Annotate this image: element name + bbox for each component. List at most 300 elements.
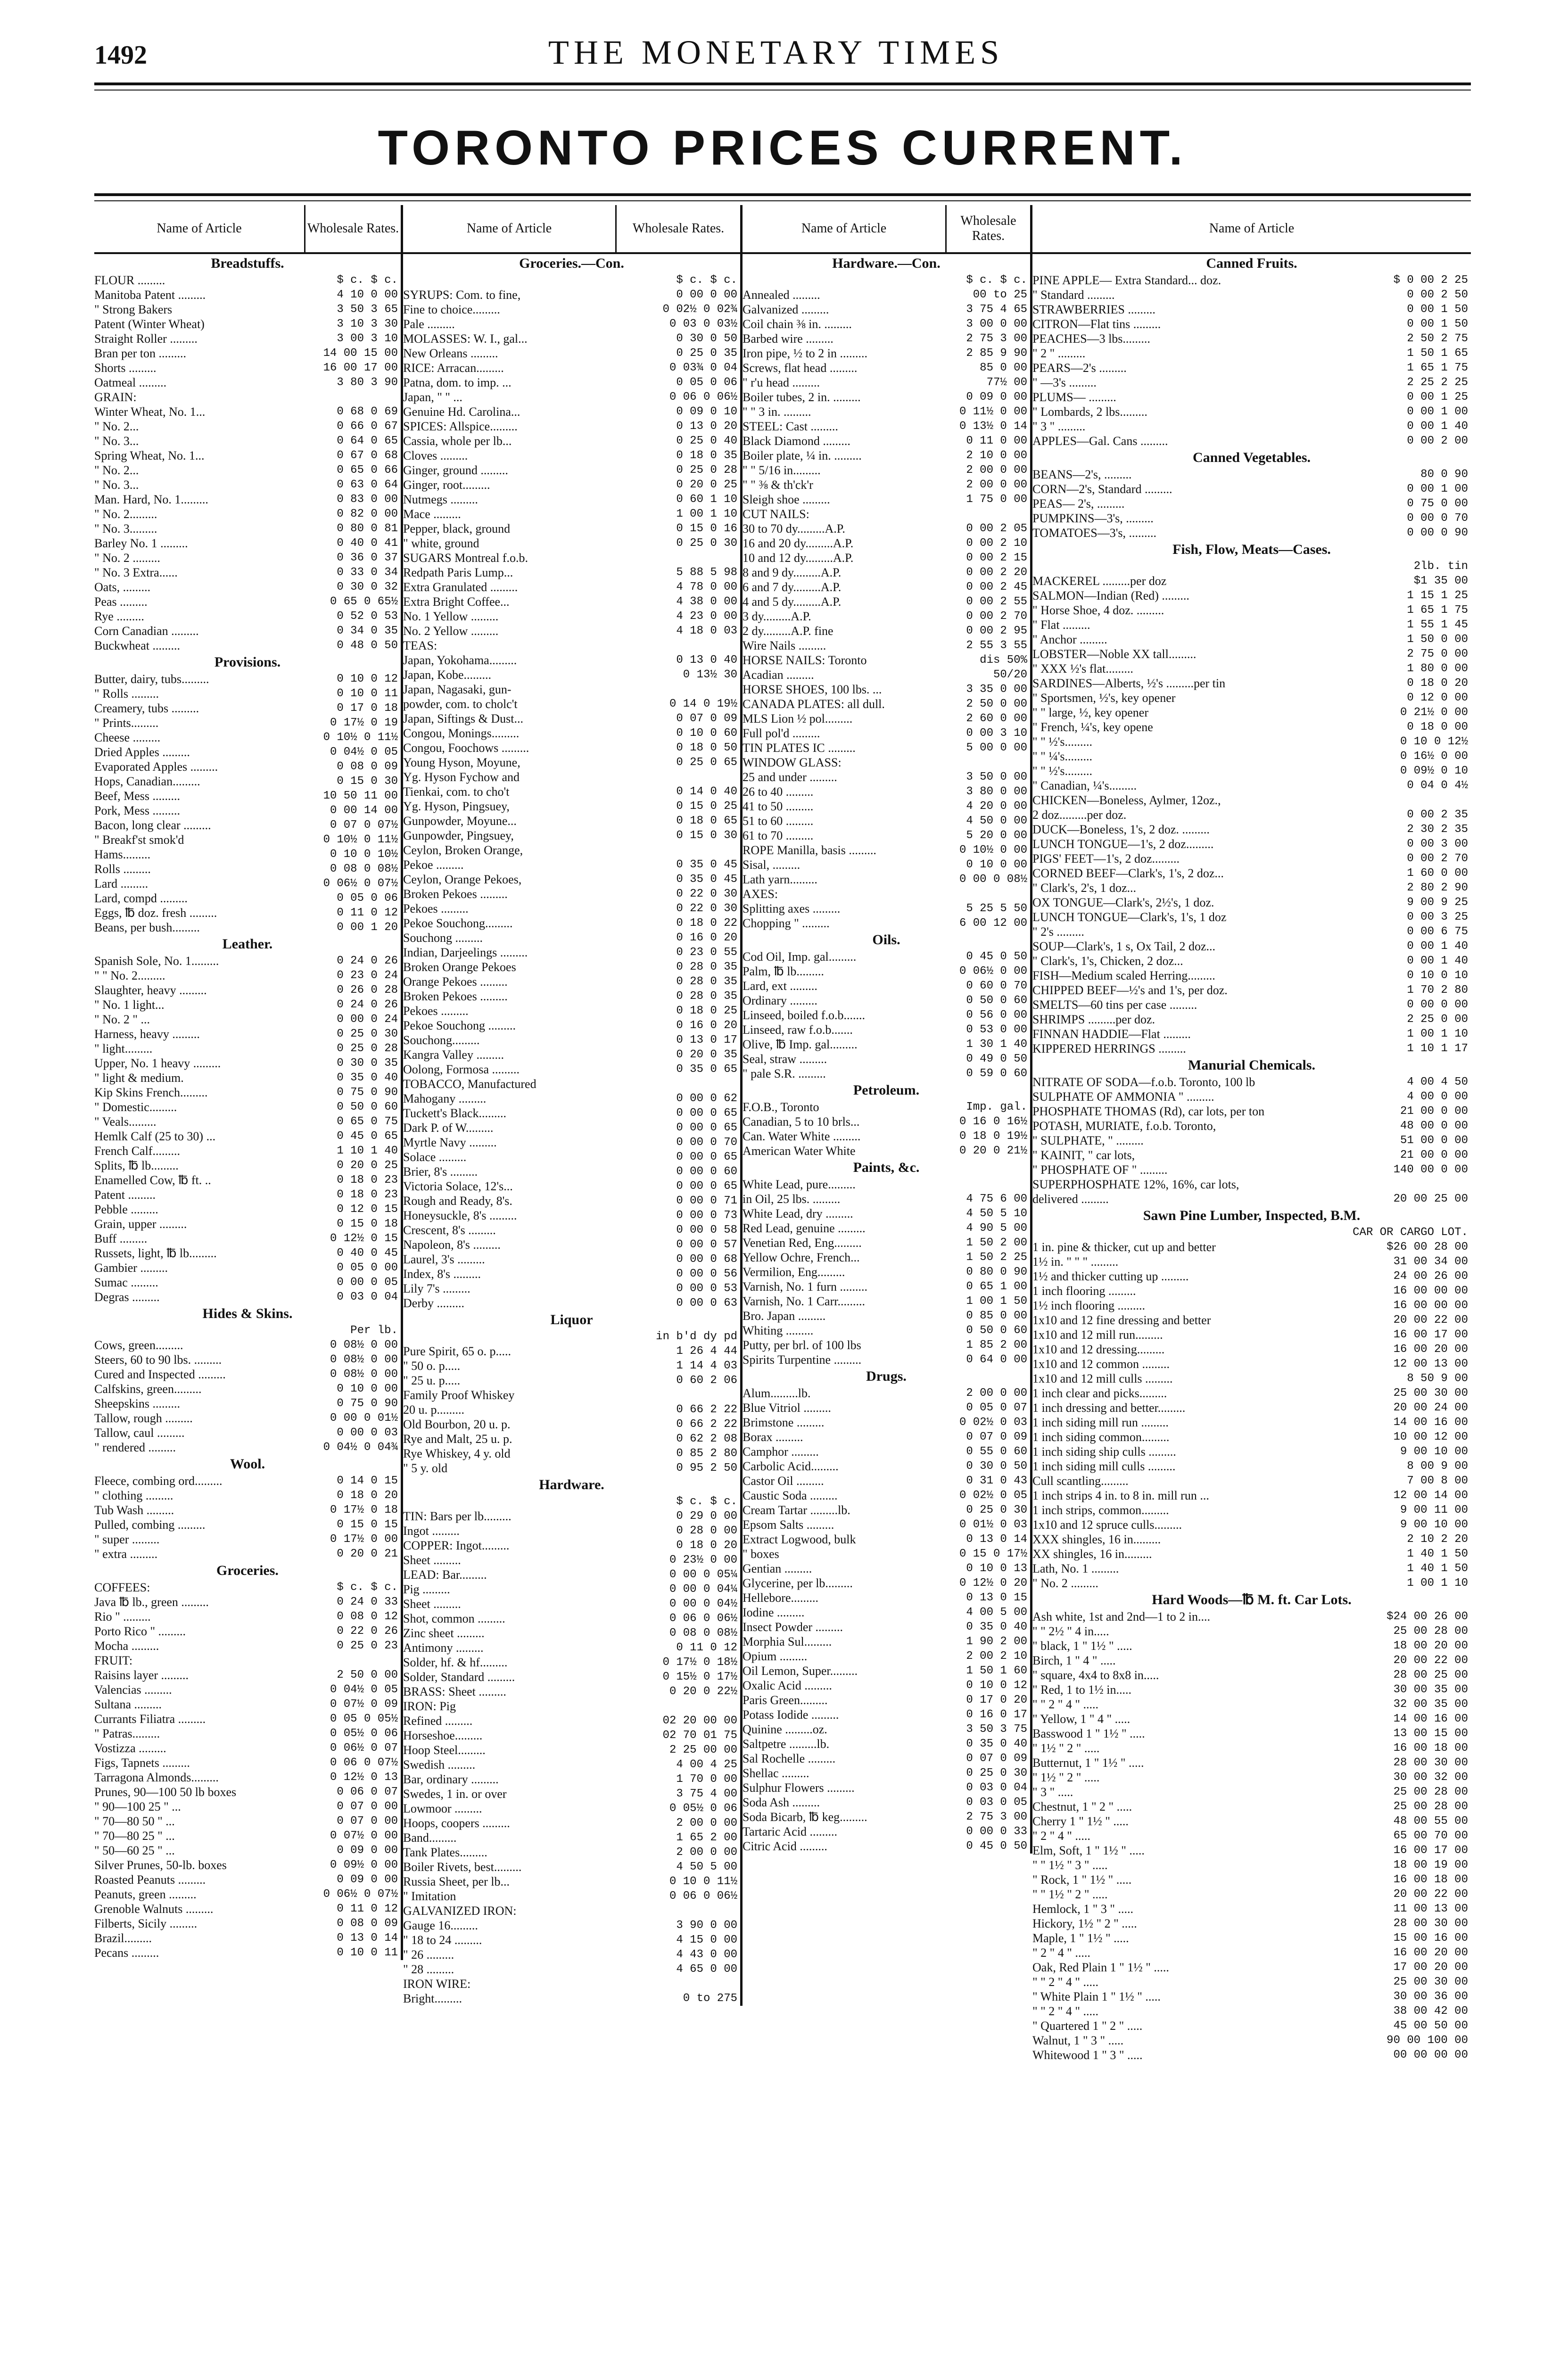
wholesale-rate: 0 17½ 0 00 [330, 1533, 398, 1546]
wholesale-rate: 0 34 0 35 [337, 625, 398, 637]
price-row [743, 1766, 1030, 1780]
article-name: Currants Filiatra ......... [94, 1712, 206, 1726]
article-name: " No. 2... [94, 463, 139, 477]
price-row [1032, 924, 1471, 939]
article-name: " " large, ½, key opener [1032, 706, 1148, 719]
article-name: MACKEREL .........per doz [1032, 574, 1167, 588]
wholesale-rate: 0 00 2 00 [1407, 435, 1468, 447]
price-row [1032, 1814, 1471, 1829]
price-row [94, 1338, 401, 1352]
wholesale-rate: 0 65 1 00 [966, 1280, 1027, 1293]
article-name: Tank Plates......... [403, 1846, 487, 1859]
article-name: SHRIMPS .........per doz. [1032, 1013, 1155, 1026]
article-name: " 1½ " 2 " ..... [1032, 1741, 1100, 1755]
wholesale-rate: 0 13 0 20 [676, 420, 737, 433]
price-row [1032, 419, 1471, 434]
price-row [743, 1503, 1030, 1517]
price-row [403, 1237, 740, 1252]
wholesale-rate: 1 14 4 03 [676, 1360, 737, 1372]
wholesale-rate: 0 15 0 16 [676, 522, 737, 535]
price-row [1032, 302, 1471, 317]
price-row [94, 1071, 401, 1085]
article-name: " " 2 " 4 " ..... [1032, 2004, 1098, 2018]
article-name: Roasted Peanuts ......... [94, 1873, 206, 1887]
wholesale-rate: 0 36 0 37 [337, 552, 398, 564]
price-row [403, 1402, 740, 1417]
wholesale-rate: 2 00 0 00 [966, 464, 1027, 477]
article-name: " Clark's, 1's, Chicken, 2 doz... [1032, 954, 1183, 968]
price-row [403, 1772, 740, 1787]
price-row [743, 1415, 1030, 1430]
article-name: Creamery, tubs ......... [94, 701, 199, 715]
price-row [743, 1722, 1030, 1737]
wholesale-rate: 0 00 0 90 [1407, 527, 1468, 539]
article-name: " PHOSPHATE OF " ......... [1032, 1163, 1168, 1177]
price-row [1032, 2048, 1471, 2062]
article-name: LOBSTER—Noble XX tall......... [1032, 647, 1197, 661]
article-name: Tub Wash ......... [94, 1503, 174, 1517]
price-row [403, 1947, 740, 1962]
article-name: PINE APPLE— Extra Standard... doz. [1032, 273, 1221, 287]
wholesale-rate: 0 00 0 63 [676, 1297, 737, 1310]
wholesale-rate: 0 28 0 35 [676, 990, 737, 1003]
article-name: " KAINIT, " car lots, [1032, 1148, 1135, 1162]
price-row [743, 521, 1030, 536]
wholesale-rate: 2lb. tin [1413, 560, 1468, 573]
price-row [1032, 1653, 1471, 1668]
wholesale-rate: 0 29 0 00 [676, 1510, 737, 1523]
wholesale-rate: 11 00 13 00 [1393, 1903, 1468, 1915]
wholesale-rate: 0 35 0 40 [966, 1738, 1027, 1750]
price-row [743, 1206, 1030, 1221]
wholesale-rate: 0 00 1 50 [1407, 303, 1468, 316]
price-row [1032, 559, 1471, 574]
price-row [403, 770, 740, 784]
wholesale-rate: 0 16 0 16½ [959, 1115, 1027, 1128]
column-header-rates: Wholesale Rates. [307, 221, 399, 236]
wholesale-rate: 0 08½ 0 00 [330, 1368, 398, 1381]
wholesale-rate: 0 00 2 05 [966, 522, 1027, 535]
price-row [1032, 851, 1471, 866]
price-row [403, 1446, 740, 1461]
price-row [1032, 661, 1471, 676]
article-name: Vermilion, Eng......... [743, 1265, 845, 1279]
price-row [403, 1062, 740, 1077]
article-name: XXX shingles, 16 in......... [1032, 1533, 1161, 1546]
article-name: STRAWBERRIES ......... [1032, 303, 1155, 316]
column-header [403, 205, 740, 254]
price-row [1032, 1960, 1471, 1975]
price-row [94, 1202, 401, 1217]
price-row [1032, 496, 1471, 511]
article-name: Pekoe ......... [403, 858, 464, 872]
wholesale-rate: 28 00 30 00 [1393, 1917, 1468, 1930]
article-name: " French, ¼'s, key opene [1032, 720, 1153, 734]
wholesale-rate [610, 682, 740, 697]
wholesale-rate: 25 00 28 00 [1393, 1786, 1468, 1798]
article-name: Linseed, raw f.o.b....... [743, 1023, 853, 1037]
wholesale-rate: 0 00 2 70 [1407, 852, 1468, 865]
wholesale-rate: 0 02½ 0 03 [959, 1416, 1027, 1429]
price-row [1032, 526, 1471, 540]
section-heading: Fish, Flow, Meats—Cases. [1172, 542, 1331, 557]
price-row [743, 492, 1030, 507]
article-name: Cows, green......... [94, 1338, 183, 1352]
price-row [403, 682, 740, 697]
article-name: " Clark's, 2's, 1 doz... [1032, 881, 1137, 895]
price-row [94, 891, 401, 906]
price-row [1032, 588, 1471, 603]
wholesale-rate: 0 00 0 00 [676, 288, 737, 301]
wholesale-rate: $ c. $ c. [676, 1495, 737, 1508]
wholesale-rate: 2 75 3 00 [966, 332, 1027, 345]
price-row [403, 448, 740, 463]
article-name: Oxalic Acid ......... [743, 1679, 832, 1692]
price-row [403, 668, 740, 682]
article-name: " 70—80 50 " ... [94, 1814, 175, 1828]
price-row [94, 745, 401, 759]
article-name: " 2 " 4 " ..... [1032, 1829, 1090, 1843]
section-heading: Wool. [230, 1456, 265, 1472]
article-name: Pure Spirit, 65 o. p..... [403, 1344, 511, 1358]
wholesale-rate: 0 09 0 10 [676, 405, 737, 418]
price-row [94, 832, 401, 847]
wholesale-rate: 0 00 0 00 [1407, 998, 1468, 1011]
wholesale-rate: 0 10 0 10 [1407, 969, 1468, 982]
article-name: Fleece, combing ord......... [94, 1474, 223, 1488]
article-name: 20 u. p......... [403, 1403, 464, 1417]
price-row [743, 1352, 1030, 1367]
price-row [1032, 1624, 1471, 1639]
wholesale-rate: 14 00 16 00 [1393, 1713, 1468, 1725]
wholesale-rate: 0 22 0 30 [676, 888, 737, 900]
wholesale-rate: 0 17½ 0 19 [330, 717, 398, 729]
price-row [743, 594, 1030, 609]
price-row [94, 1799, 401, 1814]
price-row [403, 814, 740, 828]
article-name: TIN: Bars per lb......... [403, 1509, 512, 1523]
article-name: 41 to 50 ......... [743, 799, 814, 813]
price-row [1032, 1975, 1471, 1989]
price-row [94, 317, 401, 331]
wholesale-rate: 0 08 0 09 [337, 1917, 398, 1930]
article-name: Beef, Mess ......... [94, 789, 180, 803]
article-name: Indian, Darjeelings ......... [403, 946, 528, 959]
article-name: Pekoes ......... [403, 1004, 469, 1018]
wholesale-rate: 2 00 2 10 [966, 1650, 1027, 1663]
price-row [403, 1179, 740, 1194]
wholesale-rate: Imp. gal. [966, 1101, 1027, 1113]
wholesale-rate: 0 30 0 50 [676, 332, 737, 345]
wholesale-rate: 0 20 0 22½ [669, 1685, 737, 1698]
article-name: SYRUPS: Com. to fine, [403, 288, 521, 302]
article-name: PUMPKINS—3's, ......... [1032, 511, 1154, 525]
article-name: GRAIN: [94, 390, 137, 404]
wholesale-rate: 0 35 0 40 [337, 1071, 398, 1084]
wholesale-rate: 2 50 0 00 [966, 698, 1027, 710]
article-name: BEANS—2's, ......... [1032, 468, 1132, 481]
wholesale-rate: 77½ 00 [986, 376, 1027, 389]
wholesale-rate: 21 00 0 00 [1400, 1149, 1468, 1162]
page-header [94, 33, 1461, 72]
price-row [94, 580, 401, 594]
wholesale-rate: 0 30 0 32 [337, 581, 398, 593]
wholesale-rate: 0 10 0 00 [337, 1383, 398, 1395]
wholesale-rate: 0 20 0 21½ [959, 1145, 1027, 1157]
article-name: Redpath Paris Lump... [403, 566, 513, 579]
price-row [743, 507, 1030, 521]
article-name: " 28 ......... [403, 1962, 454, 1976]
wholesale-rate: 0 00 0 65 [676, 1151, 737, 1163]
price-row [403, 1329, 740, 1344]
price-row [94, 1726, 401, 1741]
price-row [1032, 676, 1471, 691]
wholesale-rate: 4 15 0 00 [676, 1934, 737, 1946]
wholesale-rate: 0 03 0 03½ [669, 318, 737, 330]
article-name: Pulled, combing ......... [94, 1518, 206, 1532]
price-row [743, 1751, 1030, 1766]
wholesale-rate [610, 843, 740, 857]
article-name: BRASS: Sheet ......... [403, 1685, 506, 1698]
price-row [94, 1012, 401, 1027]
wholesale-rate: 0 00 0 33 [966, 1825, 1027, 1838]
wholesale-rate: 0 10 0 12½ [1400, 735, 1468, 748]
wholesale-rate: 0 18 0 19½ [959, 1130, 1027, 1143]
price-row [1032, 808, 1471, 822]
wholesale-rate: 24 00 26 00 [1393, 1270, 1468, 1283]
price-row [743, 551, 1030, 565]
article-name: Sheet ......... [403, 1597, 461, 1611]
price-row [1032, 1770, 1471, 1785]
wholesale-rate: 0 83 0 00 [337, 493, 398, 506]
wholesale-rate: 0 12 0 00 [1407, 692, 1468, 704]
price-row [1032, 1177, 1471, 1192]
price-row [1032, 361, 1471, 375]
price-row [94, 1158, 401, 1173]
wholesale-rate: 0 13 0 15 [966, 1591, 1027, 1604]
price-row [403, 1991, 740, 2006]
article-name: Spanish Sole, No. 1......... [94, 954, 219, 968]
article-name: Hellebore......... [743, 1591, 819, 1605]
article-name: " Yellow, 1 " 4 " ..... [1032, 1712, 1131, 1726]
price-row [1032, 705, 1471, 720]
price-row [743, 1678, 1030, 1693]
price-row [743, 872, 1030, 887]
wholesale-rate: 0 18 0 23 [337, 1174, 398, 1187]
article-name: Hickory, 1½ " 2 " ..... [1032, 1917, 1137, 1930]
article-name: " r'u head ......... [743, 376, 820, 389]
article-name: Genuine Hd. Carolina... [403, 405, 520, 419]
price-row [403, 580, 740, 594]
price-row [94, 1517, 401, 1532]
article-name: " 50 o. p..... [403, 1359, 461, 1373]
article-name: Morphia Sul......... [743, 1635, 832, 1648]
price-row [94, 1323, 401, 1338]
article-name: Sleigh shoe ......... [743, 493, 830, 506]
article-name: AXES: [743, 887, 778, 901]
article-name: PLUMS— ......... [1032, 390, 1116, 404]
price-row [1032, 273, 1471, 288]
price-row [1032, 1517, 1471, 1532]
article-name: Caustic Soda ......... [743, 1489, 838, 1502]
article-name: Birch, 1 " 4 " ..... [1032, 1654, 1116, 1667]
price-row [94, 302, 401, 317]
article-name: Swedes, 1 in. or over [403, 1787, 507, 1801]
price-row [94, 803, 401, 818]
wholesale-rate: 0 08½ 0 00 [330, 1339, 398, 1352]
price-row [743, 857, 1030, 872]
price-row [403, 1889, 740, 1904]
article-name: Winter Wheat, No. 1... [94, 405, 206, 419]
article-name: Opium ......... [743, 1649, 808, 1663]
article-name: Pekoes ......... [403, 902, 469, 915]
wholesale-rate: 14 00 16 00 [1393, 1416, 1468, 1429]
price-row [94, 1532, 401, 1547]
article-name: Cull scantling......... [1032, 1474, 1129, 1488]
article-name: Kip Skins French......... [94, 1086, 208, 1099]
price-row [94, 1426, 401, 1440]
price-row [1032, 2004, 1471, 2019]
wholesale-rate: 0 00 14 00 [330, 804, 398, 817]
price-row [403, 331, 740, 346]
wholesale-rate: 0 35 0 45 [676, 873, 737, 886]
wholesale-rate: 0 28 0 35 [676, 975, 737, 988]
wholesale-rate: 1 00 1 50 [966, 1295, 1027, 1308]
article-name: 1 inch siding common......... [1032, 1430, 1170, 1444]
article-name: Paris Green......... [743, 1693, 828, 1707]
article-name: Nutmegs ......... [403, 493, 478, 506]
wholesale-rate: 16 00 00 00 [1393, 1299, 1468, 1312]
article-name: OX TONGUE—Clark's, 2½'s, 1 doz. [1032, 896, 1214, 909]
article-name: Pork, Mess ......... [94, 804, 181, 817]
wholesale-rate: 0 05 0 06 [676, 376, 737, 389]
article-name: SMELTS—60 tins per case ......... [1032, 998, 1197, 1012]
wholesale-rate: 20 00 22 00 [1393, 1888, 1468, 1901]
wholesale-rate: CAR OR CARGO LOT. [1353, 1226, 1468, 1239]
wholesale-rate: 0 25 0 28 [676, 464, 737, 477]
article-name: Epsom Salts ......... [743, 1518, 834, 1532]
wholesale-rate: 0 00 6 75 [1407, 925, 1468, 938]
section-heading: Paints, &c. [853, 1160, 920, 1175]
wholesale-rate: 4 00 0 00 [1407, 1090, 1468, 1103]
article-name: Old Bourbon, 20 u. p. [403, 1417, 511, 1431]
article-name: Mahogany ......... [403, 1092, 487, 1105]
section-heading: Sawn Pine Lumber, Inspected, B.M. [1143, 1208, 1361, 1223]
wholesale-rate: 12 00 13 00 [1393, 1358, 1468, 1370]
article-name: Glycerine, per lb......... [743, 1576, 853, 1590]
article-name [743, 273, 940, 288]
price-row [94, 1114, 401, 1129]
price-row [743, 1474, 1030, 1488]
article-name: SPICES: Allspice......... [403, 420, 518, 433]
article-name: CORNED BEEF—Clark's, 1's, 2 doz... [1032, 866, 1224, 880]
article-name: in Oil, 25 lbs. ......... [743, 1192, 841, 1206]
article-name: Sulphur Flowers ......... [743, 1781, 855, 1795]
wholesale-rate: 0 63 0 64 [337, 478, 398, 491]
article-name: Acadian ......... [743, 668, 814, 682]
price-row [94, 1027, 401, 1041]
price-row [1032, 734, 1471, 749]
article-name: SUPERPHOSPHATE 12%, 16%, car lots, [1032, 1178, 1239, 1191]
price-row [94, 1246, 401, 1261]
price-row [94, 1814, 401, 1829]
wholesale-rate: 4 65 0 00 [676, 1963, 737, 1976]
article-name: HORSE NAILS: Toronto [743, 653, 867, 667]
article-name: Laurel, 3's ......... [403, 1253, 485, 1266]
price-row [94, 789, 401, 803]
wholesale-rate [1336, 1177, 1471, 1192]
price-row [743, 843, 1030, 857]
article-name: ROPE Manilla, basis ......... [743, 843, 876, 857]
article-name: Japan, Kobe......... [403, 668, 492, 682]
price-row [94, 1352, 401, 1367]
article-name: Spirits Turpentine ......... [743, 1353, 862, 1367]
article-name: Yg. Hyson, Pingsuey, [403, 799, 510, 813]
price-row [743, 346, 1030, 361]
price-row [1032, 1225, 1471, 1240]
article-name: 1 inch siding mill run ......... [1032, 1416, 1169, 1429]
price-row [94, 1639, 401, 1653]
price-row [94, 478, 401, 492]
article-name: MLS Lion ½ pol......... [743, 712, 853, 725]
article-name: Whitewood 1 " 3 " ..... [1032, 2048, 1143, 2062]
wholesale-rate: 0 23 0 24 [337, 969, 398, 982]
price-row [1032, 1162, 1471, 1177]
title-rule-thick [94, 193, 1471, 196]
article-name: Lily 7's ......... [403, 1282, 470, 1295]
wholesale-rate: 0 07 0 00 [337, 1815, 398, 1828]
article-name [403, 1329, 610, 1344]
article-name: 3 dy.........A.P. [743, 610, 811, 623]
price-row [403, 521, 740, 536]
article-name: Lowmoor ......... [403, 1802, 482, 1815]
wholesale-rate: 0 30 0 50 [966, 1460, 1027, 1473]
price-row [94, 1488, 401, 1503]
wholesale-rate: 0 25 0 30 [966, 1504, 1027, 1516]
wholesale-rate: 0 25 0 30 [966, 1767, 1027, 1780]
section-heading: Leather. [222, 936, 273, 952]
article-name: Tuckett's Black......... [403, 1106, 506, 1120]
article-name: Extra Granulated ......... [403, 580, 518, 594]
wholesale-rate: 0 49 0 50 [966, 1053, 1027, 1065]
wholesale-rate: 0 11 0 12 [337, 907, 398, 919]
price-row [1032, 1327, 1471, 1342]
wholesale-rate: 0 07 0 09 [966, 1431, 1027, 1443]
wholesale-rate: 2 80 2 90 [1407, 882, 1468, 894]
column-header-name: Name of Article [1209, 221, 1295, 236]
article-name: Solace ......... [403, 1150, 467, 1164]
wholesale-rate: 0 50 0 60 [337, 1101, 398, 1113]
article-name: " Canadian, ¼'s......... [1032, 779, 1137, 792]
price-row [1032, 749, 1471, 764]
article-name: Oats, ......... [94, 580, 151, 594]
article-name: Olive, ℔ Imp. gal......... [743, 1038, 858, 1051]
article-name: 1x10 and 12 dressing......... [1032, 1343, 1165, 1356]
article-name: " " 3 in. ......... [743, 405, 811, 419]
wholesale-rate: 0 10 0 00 [966, 858, 1027, 871]
wholesale-rate: 3 10 3 30 [337, 318, 398, 330]
price-row [743, 653, 1030, 668]
wholesale-rate: 0 10 0 11 [337, 1946, 398, 1959]
article-name: PHOSPHATE THOMAS (Rd), car lots, per ton [1032, 1104, 1265, 1118]
wholesale-rate: 9 00 10 00 [1400, 1445, 1468, 1458]
article-name: Annealed ......... [743, 288, 820, 302]
article-name: Pig ......... [403, 1582, 450, 1596]
article-name: " Rolls ......... [94, 687, 159, 701]
article-name: FRUIT: [94, 1654, 133, 1667]
article-name: Hemlock, 1 " 3 " ..... [1032, 1902, 1134, 1916]
wholesale-rate: 0 07½ 0 00 [330, 1830, 398, 1842]
